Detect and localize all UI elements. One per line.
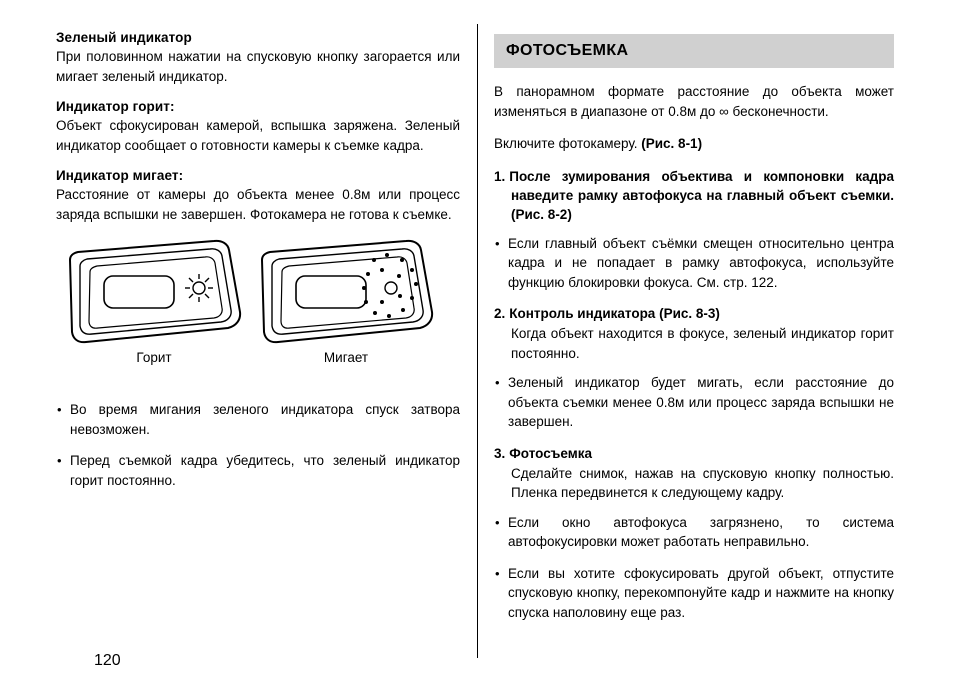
figure-caption-blinking: Мигает [323,350,369,365]
switch-on-paragraph [494,134,894,154]
right-column [494,34,894,634]
column-divider [477,24,478,658]
section-heading-indicator-on: Индикатор горит: [56,99,175,114]
section-body-indicator-blinking: Расстояние от камеры до объекта менее 0.8м или процесс заряда вспышки не завершен. Фотокамера не готова к съемке. [56,187,460,222]
list-item: • Во время мигания зеленого индикатора спуск затвора невозможен. [56,400,460,439]
figure-caption-steady: Горит [136,350,172,365]
step-3-body: Сделайте снимок, нажав на спусковую кнопку полностью. Пленка передвинется к следующему кадру. [511,465,894,500]
list-item: • Зеленый индикатор будет мигать, если расстояние до объекта съемки менее 0.8м или процесс заряда вспышки не завершен. [494,373,894,432]
section-heading-indicator-blinking: Индикатор мигает: [56,168,184,183]
camera-indicator-steady-diagram [64,238,244,353]
step-1-heading-text: После зумирования объектива и компоновки кадра наведите рамку автофокуса на главный объект съемки. (Рис. 8-2) [509,168,894,222]
step-3 [494,444,894,503]
step-1-number: 1. [494,168,506,184]
switch-on-figure-ref: (Рис. 8-1) [641,136,703,151]
list-item: • Если вы хотите сфокусировать другой объект, отпустите спусковую кнопку, перекомпонуйте кадр и нажмите на кнопку спуска наполовину еще раз. [494,564,894,623]
section-body-green-indicator: При половинном нажатии на спусковую кнопку загорается или мигает зеленый индикатор. [56,49,460,84]
list-item: • Если главный объект съёмки смещен относительно центра кадра и не попадает в рамку автофокуса, используйте функцию блокировки фокуса. См. стр. 122. [494,234,894,293]
section-heading-green-indicator: Зеленый индикатор [56,30,192,45]
step-2-body: Когда объект находится в фокусе, зеленый индикатор горит постоянно. [511,326,894,361]
section-body-indicator-on: Объект сфокусирован камерой, вспышка заряжена. Зеленый индикатор сообщает о готовности камеры к съемке кадра. [56,118,460,153]
step-3-heading [494,444,894,463]
intro-paragraph: В панорамном формате расстояние до объекта может изменяться в диапазоне от 0.8м до ∞ бесконечности. [494,84,894,119]
switch-on-text: Включите фотокамеру. [494,136,642,151]
step-2-number: 2. [494,306,506,321]
step-3-number: 3. [494,445,506,461]
figures-row [56,238,460,378]
banner-title: ФОТОСЪЕМКА [506,42,629,59]
step-1 [494,167,894,224]
list-item: • Если окно автофокуса загрязнено, то система автофокусировки может работать неправильно. [494,513,894,552]
step-2-heading-text: Контроль индикатора (Рис. 8-3) [509,306,720,321]
list-item: • Перед съемкой кадра убедитесь, что зеленый индикатор горит постоянно. [56,451,460,490]
left-column [56,30,460,669]
step-2-heading [494,304,894,323]
camera-indicator-blinking-diagram [256,238,436,353]
step-3-heading-text: Фотосъемка [509,445,592,461]
section-banner [494,34,894,68]
page-number: 120 [94,652,121,669]
step-1-heading [494,167,894,224]
step-2 [494,304,894,363]
